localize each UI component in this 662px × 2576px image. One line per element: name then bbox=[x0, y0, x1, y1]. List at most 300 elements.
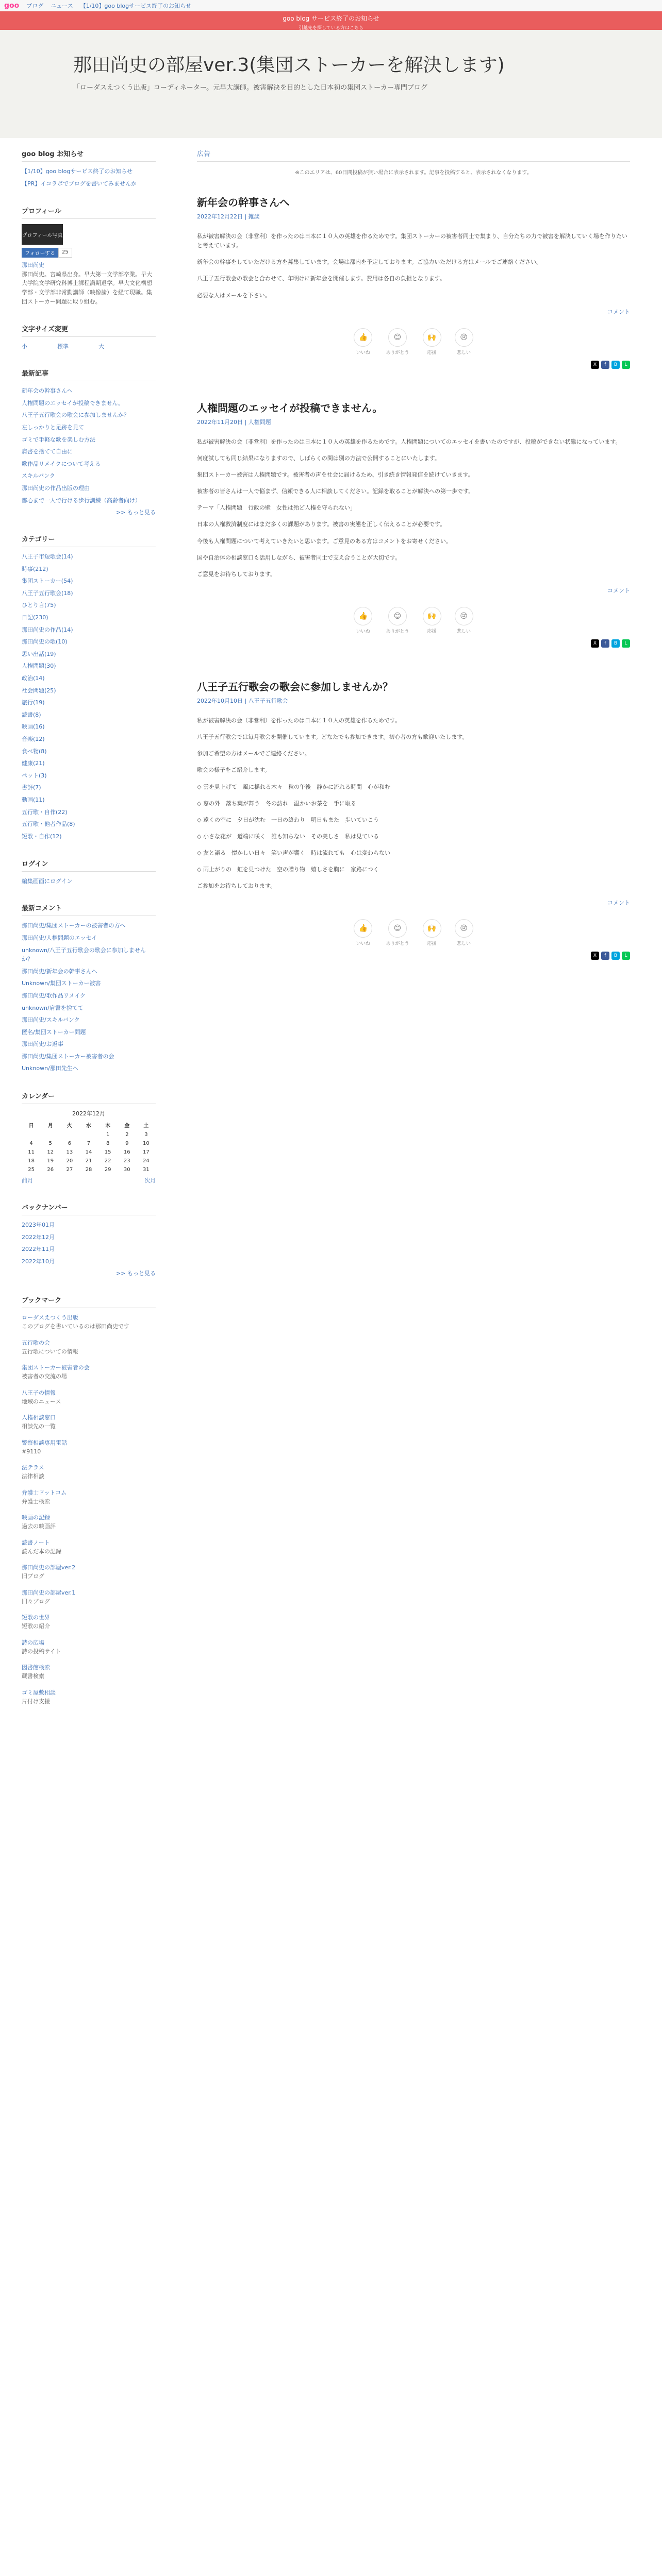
share-button[interactable]: f bbox=[601, 361, 609, 369]
bookmark-description: #9110 bbox=[22, 1448, 41, 1455]
recent-comment-item bbox=[22, 967, 156, 976]
blog-article bbox=[197, 400, 630, 648]
calendar-title: カレンダー bbox=[22, 1091, 156, 1104]
reaction-label: 悲しい bbox=[456, 350, 471, 355]
calendar-weekday: 月 bbox=[47, 1123, 53, 1129]
font-size-large[interactable]: 大 bbox=[98, 343, 104, 350]
calendar-day[interactable]: 4 bbox=[29, 1141, 33, 1147]
calendar-day[interactable]: 20 bbox=[66, 1158, 73, 1164]
calendar-day[interactable]: 23 bbox=[123, 1158, 130, 1164]
recent-posts-title: 最新記事 bbox=[22, 368, 156, 381]
recent-post-item bbox=[22, 386, 156, 396]
category-item bbox=[22, 625, 156, 635]
category-item bbox=[22, 686, 156, 696]
backnumber-item bbox=[22, 1245, 156, 1254]
calendar-week bbox=[22, 1165, 156, 1174]
backnumber-item-link[interactable]: 2022年11月 bbox=[22, 1246, 55, 1253]
calendar-day[interactable]: 14 bbox=[85, 1149, 92, 1156]
recent-post-item bbox=[22, 484, 156, 493]
reaction-icon: 😊 bbox=[388, 919, 407, 938]
share-button[interactable]: X bbox=[591, 952, 599, 960]
bookmark-item bbox=[22, 1513, 156, 1531]
calendar-day[interactable]: 21 bbox=[85, 1158, 92, 1164]
calendar-day[interactable]: 3 bbox=[144, 1132, 148, 1138]
bookmark-link[interactable]: 法テラス bbox=[22, 1464, 44, 1471]
article-title[interactable]: 人権問題のエッセイが投稿できません。 bbox=[197, 401, 383, 414]
font-size-small[interactable]: 小 bbox=[22, 343, 27, 350]
category-item-link[interactable]: 動画(11) bbox=[22, 796, 45, 803]
category-item-link[interactable]: ひとり言(75) bbox=[22, 602, 56, 609]
recent-comment-item bbox=[22, 946, 156, 964]
recent-comment-item-link[interactable]: 那田尚史/集団ストーカー被害者の会 bbox=[22, 1053, 114, 1060]
reaction-button[interactable] bbox=[354, 328, 372, 355]
calendar-day[interactable]: 26 bbox=[47, 1167, 54, 1173]
bookmark-link[interactable]: 集団ストーカー被害者の会 bbox=[22, 1364, 90, 1371]
bookmark-description: 地域のニュース bbox=[22, 1398, 61, 1405]
category-item-link[interactable]: 五行歌・自作(22) bbox=[22, 808, 68, 816]
ad-note: ※このエリアは、60日間投稿が無い場合に表示されます。記事を投稿すると、表示されなくなります。 bbox=[295, 170, 532, 176]
recent-comment-item-link[interactable]: 那田尚史/人権問題のエッセイ bbox=[22, 934, 97, 941]
bookmark-link[interactable]: 図書館検索 bbox=[22, 1664, 50, 1671]
ad-label: 広告 bbox=[197, 148, 630, 162]
article-paragraph: ◇ 雲を見上げて 風に揺れる木々 秋の午後 静かに流れる時間 心が和む bbox=[197, 783, 390, 790]
recent-post-item-link[interactable]: 人権問題のエッセイが投稿できません。 bbox=[22, 399, 124, 406]
backnumber-item bbox=[22, 1257, 156, 1266]
category-item bbox=[22, 698, 156, 707]
comment-link[interactable]: コメント bbox=[607, 587, 630, 594]
blog-article bbox=[197, 194, 630, 369]
blog-title[interactable]: 那田尚史の部屋ver.3(集団ストーカーを解決します) bbox=[73, 55, 505, 76]
recent-comments-widget bbox=[22, 903, 156, 1073]
reaction-icon: 🙌 bbox=[423, 607, 441, 625]
reaction-label: 応援 bbox=[427, 350, 437, 355]
category-item bbox=[22, 589, 156, 598]
bookmark-item bbox=[22, 1438, 156, 1456]
recent-post-item-link[interactable]: 歌作品リメイクについて考える bbox=[22, 460, 101, 467]
article-paragraph: ご参加をお待ちしております。 bbox=[197, 883, 276, 890]
reaction-button[interactable] bbox=[423, 607, 441, 634]
recent-post-item bbox=[22, 411, 156, 420]
service-notice-banner[interactable] bbox=[0, 11, 662, 30]
recent-post-item bbox=[22, 435, 156, 445]
reaction-label: いいね bbox=[356, 629, 370, 634]
calendar-weekday: 木 bbox=[105, 1123, 111, 1129]
article-body bbox=[197, 716, 630, 891]
category-item-link[interactable]: 食べ物(8) bbox=[22, 748, 47, 755]
category-item-link[interactable]: 人権問題(30) bbox=[22, 663, 56, 670]
recent-comment-item-link[interactable]: unknown/肩書を捨てて bbox=[22, 1004, 84, 1011]
category-widget bbox=[22, 534, 156, 841]
reaction-label: いいね bbox=[356, 941, 370, 946]
calendar-week bbox=[22, 1139, 156, 1148]
calendar-next[interactable]: 次月 bbox=[144, 1177, 156, 1184]
font-size-title: 文字サイズ変更 bbox=[22, 324, 156, 337]
recent-more-link[interactable]: >> もっと見る bbox=[116, 509, 156, 516]
category-item bbox=[22, 735, 156, 744]
calendar-day[interactable]: 28 bbox=[85, 1167, 92, 1173]
bookmark-item bbox=[22, 1688, 156, 1706]
category-item-link[interactable]: 健康(21) bbox=[22, 760, 45, 767]
login-title: ログイン bbox=[22, 858, 156, 872]
category-item bbox=[22, 808, 156, 817]
recent-comment-item-link[interactable]: unknown/八王子五行歌会の歌会に参加しませんか？ bbox=[22, 946, 146, 963]
bookmark-item bbox=[22, 1363, 156, 1381]
recent-posts-widget bbox=[22, 368, 156, 516]
recent-post-item-link[interactable]: 新年会の幹事さんへ bbox=[22, 387, 73, 395]
reaction-label: 悲しい bbox=[456, 941, 471, 946]
calendar-weekday: 土 bbox=[143, 1123, 149, 1129]
reaction-button[interactable] bbox=[354, 607, 372, 634]
article-paragraph: 私が被害解決の会（非営利）を作ったのは日本に１０人の英雄を作るためです。 bbox=[197, 717, 401, 724]
article-paragraph: 今後も人権問題について考えていきたいと思います。ご意見のある方はコメントをお寄せください。 bbox=[197, 537, 452, 545]
recent-post-item bbox=[22, 471, 156, 481]
recent-comment-item-link[interactable]: 那田尚史/歌作品リメイク bbox=[22, 992, 86, 999]
share-button[interactable]: L bbox=[622, 639, 630, 648]
category-item bbox=[22, 747, 156, 756]
category-item-link[interactable]: 書評(7) bbox=[22, 784, 41, 791]
reaction-bar bbox=[197, 919, 630, 946]
goo-logo[interactable]: goo bbox=[4, 1, 20, 10]
reaction-bar bbox=[197, 328, 630, 355]
calendar-day[interactable]: 31 bbox=[143, 1167, 150, 1173]
backnumber-item bbox=[22, 1233, 156, 1242]
calendar-widget bbox=[22, 1091, 156, 1184]
recent-comments-title: 最新コメント bbox=[22, 903, 156, 916]
backnumber-item-link[interactable]: 2022年12月 bbox=[22, 1233, 55, 1241]
reaction-label: ありがとう bbox=[386, 350, 409, 355]
recent-comment-item-link[interactable]: 那田尚史/新年会の幹事さんへ bbox=[22, 968, 97, 975]
recent-post-item-link[interactable]: 八王子五行歌会の歌会に参加しませんか？ bbox=[22, 412, 129, 419]
follow-count: 25 bbox=[58, 248, 72, 258]
category-item-link[interactable]: 時事(212) bbox=[22, 565, 48, 572]
calendar-day bbox=[41, 1130, 60, 1139]
category-item-link[interactable]: 思い出話(19) bbox=[22, 650, 56, 657]
article-paragraph: ◇ 窓の外 落ち葉が舞う 冬の訪れ 温かいお茶を 手に取る bbox=[197, 800, 356, 807]
share-button[interactable]: B bbox=[611, 639, 620, 648]
article-body bbox=[197, 437, 630, 579]
recent-comment-item bbox=[22, 1015, 156, 1025]
reaction-icon: 👍 bbox=[354, 607, 372, 625]
article-paragraph: 八王子五行歌会では毎月歌会を開催しています。どなたでも参加できます。初心者の方も歓迎いたします。 bbox=[197, 734, 468, 741]
bookmark-title: ブックマーク bbox=[22, 1295, 156, 1308]
recent-post-item bbox=[22, 460, 156, 469]
category-item-link[interactable]: 読書(8) bbox=[22, 711, 41, 718]
calendar-prev[interactable]: 前月 bbox=[22, 1177, 33, 1184]
category-item-link[interactable]: 那田尚史の作品(14) bbox=[22, 626, 73, 633]
reaction-icon: 👍 bbox=[354, 328, 372, 347]
recent-post-item-link[interactable]: ゴミで手軽な歌を楽しむ方法 bbox=[22, 436, 95, 443]
article-paragraph: 新年会の幹事をしていただける方を募集しています。会場は都内を予定しております。ご協力いただける方はメールでご連絡ください。 bbox=[197, 259, 542, 266]
article-paragraph: ◇ 小さな花が 道端に咲く 誰も知らない その美しさ 私は見ている bbox=[197, 833, 379, 840]
bookmark-item bbox=[22, 1313, 156, 1331]
recent-comment-item-link[interactable]: 那田尚史/お返事 bbox=[22, 1041, 63, 1048]
category-item-link[interactable]: 政治(14) bbox=[22, 675, 45, 682]
login-widget bbox=[22, 858, 156, 885]
recent-post-item-link[interactable]: 都心まで一人で行ける歩行訓練（高齢者向け） bbox=[22, 497, 141, 504]
category-item-link[interactable]: 五行歌・他者作品(8) bbox=[22, 821, 75, 828]
comment-link[interactable]: コメント bbox=[607, 899, 630, 906]
profile-title: プロフィール bbox=[22, 206, 156, 219]
bookmark-description: このブログを書いているのは那田尚史です bbox=[22, 1323, 129, 1330]
article-paragraph: 被害者の皆さんは一人で悩まず、信頼できる人に相談してください。記録を取ることが解決への第一歩です。 bbox=[197, 488, 474, 495]
reaction-icon: 😢 bbox=[455, 919, 473, 938]
category-title: カテゴリー bbox=[22, 534, 156, 547]
bookmark-link[interactable]: 那田尚史の部屋ver.2 bbox=[22, 1564, 76, 1571]
calendar-weekday: 水 bbox=[86, 1123, 91, 1129]
goo-info-item[interactable]: 【1/10】goo blogサービス終了のお知らせ bbox=[22, 168, 133, 175]
share-button[interactable]: f bbox=[601, 952, 609, 960]
category-item-link[interactable]: 八王子市短歌会(14) bbox=[22, 553, 73, 561]
follow-button[interactable]: フォローする bbox=[22, 248, 58, 258]
bookmark-item bbox=[22, 1638, 156, 1656]
calendar-day[interactable]: 8 bbox=[106, 1141, 110, 1147]
bookmark-description: 法律相談 bbox=[22, 1473, 44, 1480]
article-paragraph: ご意見をお待ちしております。 bbox=[197, 570, 276, 578]
category-item bbox=[22, 552, 156, 562]
bookmark-link[interactable]: 詩の広場 bbox=[22, 1639, 44, 1646]
calendar-day[interactable]: 1 bbox=[106, 1132, 110, 1138]
bookmark-item bbox=[22, 1388, 156, 1406]
recent-comment-item-link[interactable]: 匿名/集団ストーカー問題 bbox=[22, 1028, 86, 1036]
recent-comment-item bbox=[22, 1052, 156, 1061]
bookmark-description: 詩の投稿サイト bbox=[22, 1648, 61, 1655]
bookmark-item bbox=[22, 1563, 156, 1581]
category-item bbox=[22, 662, 156, 671]
reaction-button[interactable] bbox=[386, 328, 409, 355]
top-bar bbox=[0, 0, 662, 11]
reaction-button[interactable] bbox=[455, 328, 473, 355]
reaction-label: 悲しい bbox=[456, 629, 471, 634]
share-buttons bbox=[197, 952, 630, 960]
article-date[interactable]: 2022年10月10日 | 八王子五行歌会 bbox=[197, 697, 288, 704]
category-item bbox=[22, 783, 156, 792]
share-button[interactable]: L bbox=[622, 952, 630, 960]
category-item bbox=[22, 722, 156, 732]
bookmark-link[interactable]: 映画の記録 bbox=[22, 1514, 50, 1521]
bookmark-description: 蔵書検索 bbox=[22, 1673, 44, 1680]
bookmark-link[interactable]: ローダスえつくう出版 bbox=[22, 1314, 78, 1321]
sidebar bbox=[22, 138, 166, 2576]
article-paragraph: ◇ 雨上がりの 虹を見つけた 空の贈り物 嬉しさを胸に 家路につく bbox=[197, 866, 379, 873]
article-paragraph: 私が被害解決の会（非営利）を作ったのは日本に１０人の英雄を作るためです。人権問題についてのエッセイを書いたのですが、投稿ができない状態になっています。 bbox=[197, 438, 621, 445]
calendar-day[interactable]: 10 bbox=[143, 1141, 150, 1147]
article-paragraph: 私が被害解決の会（非営利）を作ったのは日本に１０人の英雄を作るためです。集団ストーカーの被害者同士で集まり、自分たちの力で被害を解決していく場を作りたいと考えています。 bbox=[197, 233, 627, 249]
article-title[interactable]: 八王子五行歌会の歌会に参加しませんか？ bbox=[197, 680, 393, 693]
font-size-normal[interactable]: 標準 bbox=[57, 343, 69, 350]
bookmark-description: 過去の映画評 bbox=[22, 1523, 56, 1530]
reaction-label: 応援 bbox=[427, 629, 437, 634]
bookmark-link[interactable]: 読書ノート bbox=[22, 1539, 50, 1546]
calendar-table bbox=[22, 1120, 156, 1174]
article-date[interactable]: 2022年11月20日 | 人権問題 bbox=[197, 418, 271, 426]
calendar-day[interactable]: 18 bbox=[28, 1158, 35, 1164]
recent-post-item-link[interactable]: スキルバンク bbox=[22, 472, 55, 480]
blog-article bbox=[197, 679, 630, 960]
backnumber-widget bbox=[22, 1202, 156, 1277]
recent-post-item bbox=[22, 496, 156, 505]
notice-title: goo blog サービス終了のお知らせ bbox=[283, 15, 379, 22]
category-item-link[interactable]: 旅行(19) bbox=[22, 699, 45, 706]
backnumber-more-link[interactable]: >> もっと見る bbox=[116, 1270, 156, 1277]
calendar-day[interactable]: 25 bbox=[28, 1167, 35, 1173]
calendar-day[interactable]: 30 bbox=[123, 1167, 130, 1173]
calendar-day[interactable]: 22 bbox=[104, 1158, 111, 1164]
category-item bbox=[22, 577, 156, 586]
topbar-link-blog[interactable]: ブログ bbox=[26, 2, 44, 9]
backnumber-item-link[interactable]: 2023年01月 bbox=[22, 1222, 55, 1229]
recent-comment-item bbox=[22, 934, 156, 943]
reaction-label: いいね bbox=[356, 350, 370, 355]
share-buttons bbox=[197, 639, 630, 648]
comment-link[interactable]: コメント bbox=[607, 308, 630, 315]
article-paragraph: 歌会の様子をご紹介します。 bbox=[197, 767, 271, 774]
reaction-icon: 🙌 bbox=[423, 328, 441, 347]
recent-comment-item bbox=[22, 979, 156, 988]
article-paragraph: 集団ストーカー被害は人権問題です。被害者の声を社会に届けるため、引き続き情報発信を続けていきます。 bbox=[197, 471, 474, 478]
category-item-link[interactable]: ペット(3) bbox=[22, 772, 47, 779]
category-item bbox=[22, 565, 156, 574]
topbar-link-notice[interactable]: 【1/10】goo blogサービス終了のお知らせ bbox=[80, 2, 191, 9]
recent-post-item-link[interactable]: 左しっかりと足跡を見て bbox=[22, 423, 84, 431]
bookmark-link[interactable]: 那田尚史の部屋ver.1 bbox=[22, 1589, 76, 1596]
reaction-button[interactable] bbox=[386, 607, 409, 634]
reaction-label: ありがとう bbox=[386, 629, 409, 634]
login-link[interactable]: 編集画面にログイン bbox=[22, 878, 73, 885]
blog-description: 「ローダスえつくう出版」コーディネーター。元早大講師。被害解決を目的とした日本初の集団ストーカー専門ブログ bbox=[73, 84, 427, 92]
calendar-day[interactable]: 24 bbox=[143, 1158, 150, 1164]
calendar-day bbox=[79, 1130, 98, 1139]
calendar-week bbox=[22, 1130, 156, 1139]
category-item-link[interactable]: 音楽(12) bbox=[22, 736, 45, 742]
calendar-day[interactable]: 12 bbox=[47, 1149, 54, 1156]
recent-comment-item-link[interactable]: Unknown/集団ストーカー被害 bbox=[22, 980, 101, 987]
share-button[interactable]: X bbox=[591, 639, 599, 648]
bookmark-link[interactable]: 弁護士ドットコム bbox=[22, 1489, 67, 1496]
bookmark-description: 読んだ本の記録 bbox=[22, 1548, 61, 1555]
reaction-button[interactable] bbox=[386, 919, 409, 946]
category-item bbox=[22, 650, 156, 659]
share-button[interactable]: L bbox=[622, 361, 630, 369]
bookmark-link[interactable]: 人権相談窓口 bbox=[22, 1414, 56, 1421]
recent-post-item-link[interactable]: 那田尚史の作品出版の理由 bbox=[22, 484, 90, 492]
calendar-day[interactable]: 27 bbox=[66, 1167, 73, 1173]
bookmark-item bbox=[22, 1613, 156, 1631]
bookmark-description: 弁護士検索 bbox=[22, 1498, 50, 1505]
goo-info-item[interactable]: 【PR】イコラボでブログを書いてみませんか bbox=[22, 180, 137, 187]
recent-comment-item-link[interactable]: Unknown/那田先生へ bbox=[22, 1065, 78, 1072]
category-item bbox=[22, 710, 156, 720]
reaction-button[interactable] bbox=[455, 919, 473, 946]
reaction-button[interactable] bbox=[455, 607, 473, 634]
topbar-link-news[interactable]: ニュース bbox=[51, 2, 73, 9]
share-button[interactable]: B bbox=[611, 361, 620, 369]
calendar-day[interactable]: 16 bbox=[123, 1149, 130, 1156]
calendar-day[interactable]: 15 bbox=[104, 1149, 111, 1156]
category-item bbox=[22, 759, 156, 768]
recent-post-item bbox=[22, 423, 156, 432]
bookmark-item bbox=[22, 1538, 156, 1556]
category-item-link[interactable]: 日記(230) bbox=[22, 614, 48, 621]
bookmark-link[interactable]: 八王子の情報 bbox=[22, 1389, 56, 1396]
recent-comment-item-link[interactable]: 那田尚史/スキルバンク bbox=[22, 1016, 80, 1024]
reaction-icon: 😊 bbox=[388, 607, 407, 625]
calendar-day[interactable]: 17 bbox=[143, 1149, 150, 1156]
article-date[interactable]: 2022年12月22日 | 雑談 bbox=[197, 213, 260, 220]
category-item-link[interactable]: 八王子五行歌会(18) bbox=[22, 589, 73, 597]
font-size-widget bbox=[22, 324, 156, 350]
calendar-weekday: 金 bbox=[124, 1123, 130, 1129]
recent-comment-item bbox=[22, 1064, 156, 1073]
recent-post-item-link[interactable]: 肩書を捨てて自由に bbox=[22, 448, 73, 455]
calendar-weekday: 火 bbox=[67, 1123, 72, 1129]
article-title[interactable]: 新年会の幹事さんへ bbox=[197, 196, 290, 209]
bookmark-description: 相談先の一覧 bbox=[22, 1423, 56, 1430]
calendar-day[interactable]: 29 bbox=[104, 1167, 111, 1173]
article-paragraph: 国や自治体の相談窓口も活用しながら、被害者同士で支え合うことが大切です。 bbox=[197, 554, 401, 561]
calendar-day[interactable]: 6 bbox=[68, 1141, 72, 1147]
category-item bbox=[22, 820, 156, 829]
category-item bbox=[22, 771, 156, 781]
calendar-weekday: 日 bbox=[28, 1123, 34, 1129]
goo-info-widget bbox=[22, 148, 156, 188]
bookmark-link[interactable]: 警察相談専用電話 bbox=[22, 1439, 67, 1446]
calendar-day[interactable]: 5 bbox=[48, 1141, 52, 1147]
backnumber-item-link[interactable]: 2022年10月 bbox=[22, 1258, 55, 1265]
category-item-link[interactable]: 短歌・自作(12) bbox=[22, 833, 62, 840]
share-button[interactable]: f bbox=[601, 639, 609, 648]
reaction-icon: 🙌 bbox=[423, 919, 441, 938]
bookmark-description: 旧ブログ bbox=[22, 1573, 44, 1580]
recent-comment-item-link[interactable]: 那田尚史/集団ストーカーの被害者の方へ bbox=[22, 922, 126, 929]
category-item-link[interactable]: 那田尚史の歌(10) bbox=[22, 638, 68, 646]
calendar-day[interactable]: 9 bbox=[125, 1141, 129, 1147]
recent-comment-item bbox=[22, 1028, 156, 1037]
profile-name[interactable]: 那田尚史 bbox=[22, 262, 44, 269]
reaction-button[interactable] bbox=[354, 919, 372, 946]
bookmark-link[interactable]: ゴミ屋敷相談 bbox=[22, 1689, 56, 1696]
calendar-day[interactable]: 7 bbox=[87, 1141, 91, 1147]
recent-post-item bbox=[22, 447, 156, 456]
bookmark-item bbox=[22, 1463, 156, 1481]
bookmark-widget bbox=[22, 1295, 156, 1706]
bookmark-link[interactable]: 短歌の世界 bbox=[22, 1614, 50, 1621]
calendar-day[interactable]: 2 bbox=[125, 1132, 129, 1138]
backnumber-title: バックナンバー bbox=[22, 1202, 156, 1215]
reaction-button[interactable] bbox=[423, 328, 441, 355]
calendar-day[interactable]: 19 bbox=[47, 1158, 54, 1164]
bookmark-item bbox=[22, 1338, 156, 1357]
calendar-day bbox=[22, 1130, 41, 1139]
blog-header bbox=[0, 30, 662, 138]
calendar-day[interactable]: 11 bbox=[28, 1149, 35, 1156]
reaction-button[interactable] bbox=[423, 919, 441, 946]
bookmark-link[interactable]: 五行歌の会 bbox=[22, 1339, 50, 1346]
article-paragraph: テーマ「人権問題 行政の壁 女性は殆ど人権を守られない」 bbox=[197, 504, 356, 512]
share-button[interactable]: X bbox=[591, 361, 599, 369]
share-button[interactable]: B bbox=[611, 952, 620, 960]
category-item-link[interactable]: 映画(16) bbox=[22, 723, 45, 731]
bookmark-description: 短歌の紹介 bbox=[22, 1623, 50, 1630]
article-paragraph: 参加ご希望の方はメールでご連絡ください。 bbox=[197, 750, 310, 757]
bookmark-description: 旧々ブログ bbox=[22, 1598, 50, 1605]
calendar-day[interactable]: 13 bbox=[66, 1149, 73, 1156]
article-paragraph: 八王子五行歌会の歌会と合わせて、年明けに新年会を開催します。費用は各自の負担となります。 bbox=[197, 275, 446, 282]
profile-bio: 那田尚史。宮崎県出身。早大第一文学部卒業。早大大学院文学研究科博士課程満期退学。早大文化構想学部・文学部非常勤講師（映像論）を経て現職。集団ストーカー問題に取り組む。 bbox=[22, 270, 152, 305]
bookmark-item bbox=[22, 1413, 156, 1431]
article-paragraph: 必要な人はメールを下さい。 bbox=[197, 292, 271, 299]
category-item-link[interactable]: 集団ストーカー(54) bbox=[22, 578, 73, 585]
category-item-link[interactable]: 社会問題(25) bbox=[22, 687, 56, 694]
